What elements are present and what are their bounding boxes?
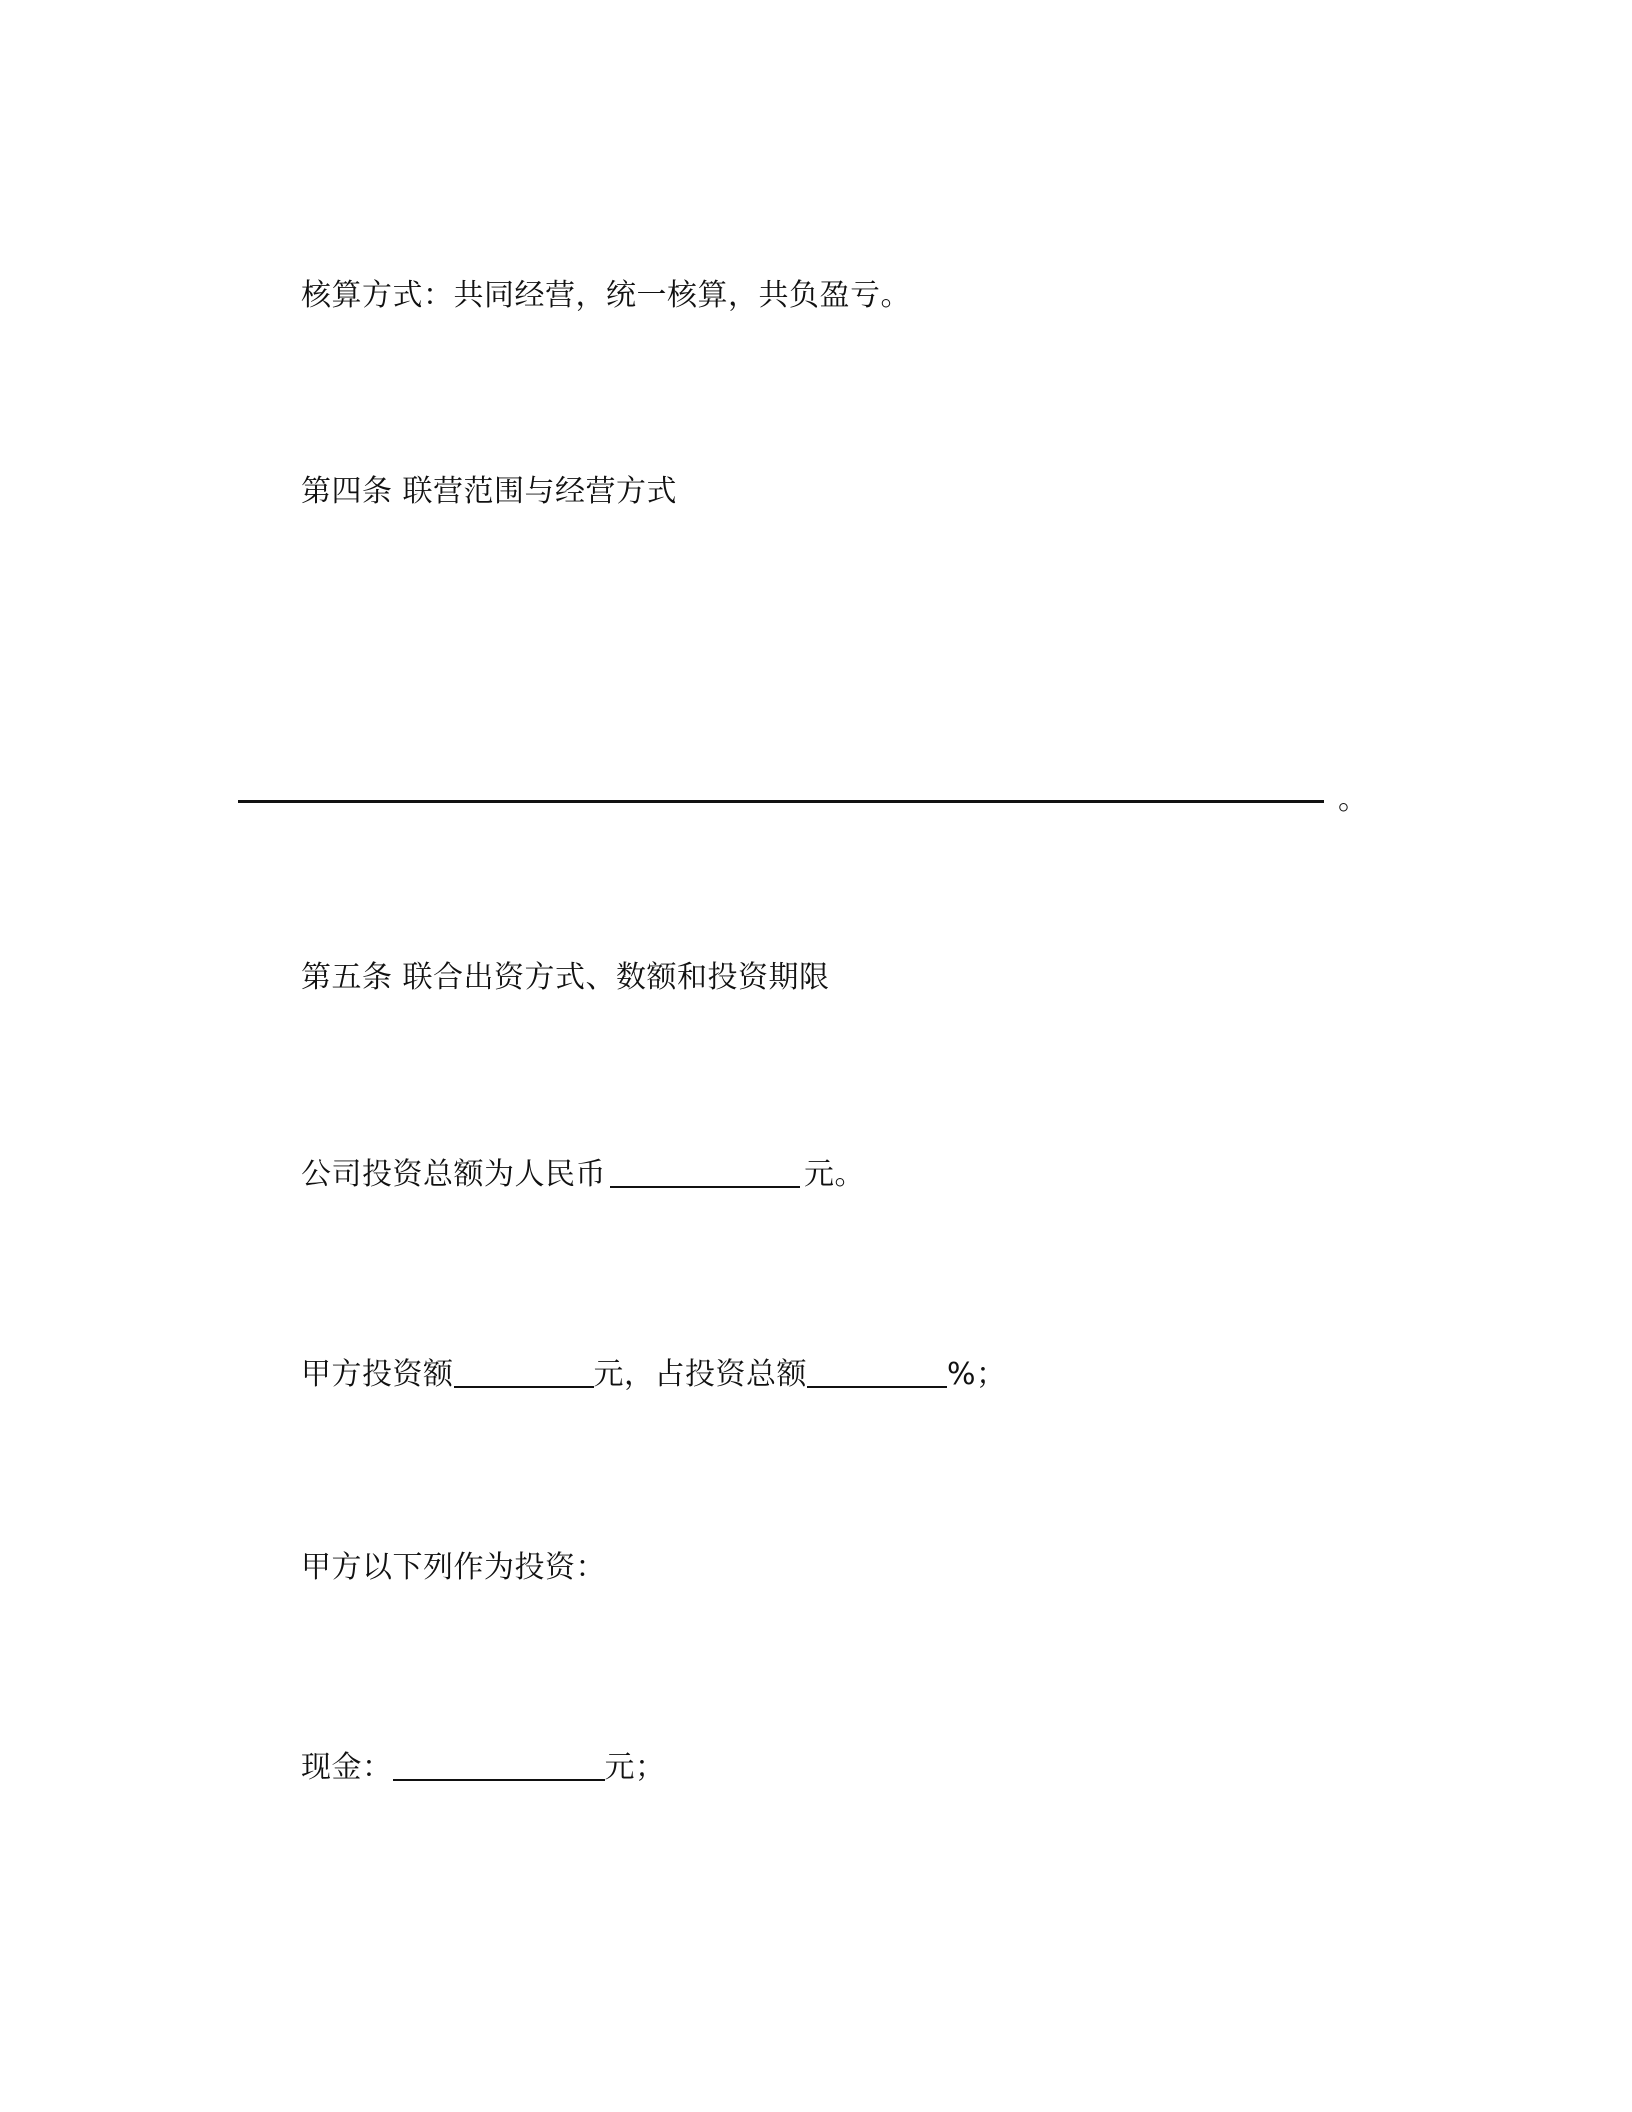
total-investment-line (301, 1155, 865, 1195)
cash-suffix: 元； (604, 1750, 666, 1785)
blank-fill-line-row (238, 776, 1368, 816)
party-a-mid: 元，占投资总额 (593, 1357, 807, 1392)
article-4-title: 第四条 联营范围与经营方式 (301, 474, 678, 509)
total-investment-suffix: 元。 (804, 1157, 865, 1192)
party-a-contribution-line: 甲方以下列作为投资： (301, 1550, 606, 1585)
total-investment-prefix: 公司投资总额为人民币 (301, 1157, 606, 1192)
party-a-investment-line (301, 1355, 1007, 1395)
blank-fill-line-end: 。 (1338, 782, 1368, 817)
article-5-title: 第五条 联合出资方式、数额和投资期限 (301, 960, 830, 995)
cash-line (301, 1748, 666, 1788)
party-a-prefix: 甲方投资额 (301, 1357, 454, 1392)
party-a-suffix: %； (947, 1357, 1007, 1392)
party-a-percent-blank (807, 1358, 947, 1388)
total-investment-blank (610, 1158, 800, 1188)
cash-amount-blank (393, 1751, 605, 1781)
party-a-amount-blank (454, 1358, 594, 1388)
cash-prefix: 现金： (301, 1750, 393, 1785)
accounting-method-line: 核算方式：共同经营，统一核算，共负盈亏。 (301, 278, 911, 313)
blank-fill-line (238, 776, 1324, 803)
